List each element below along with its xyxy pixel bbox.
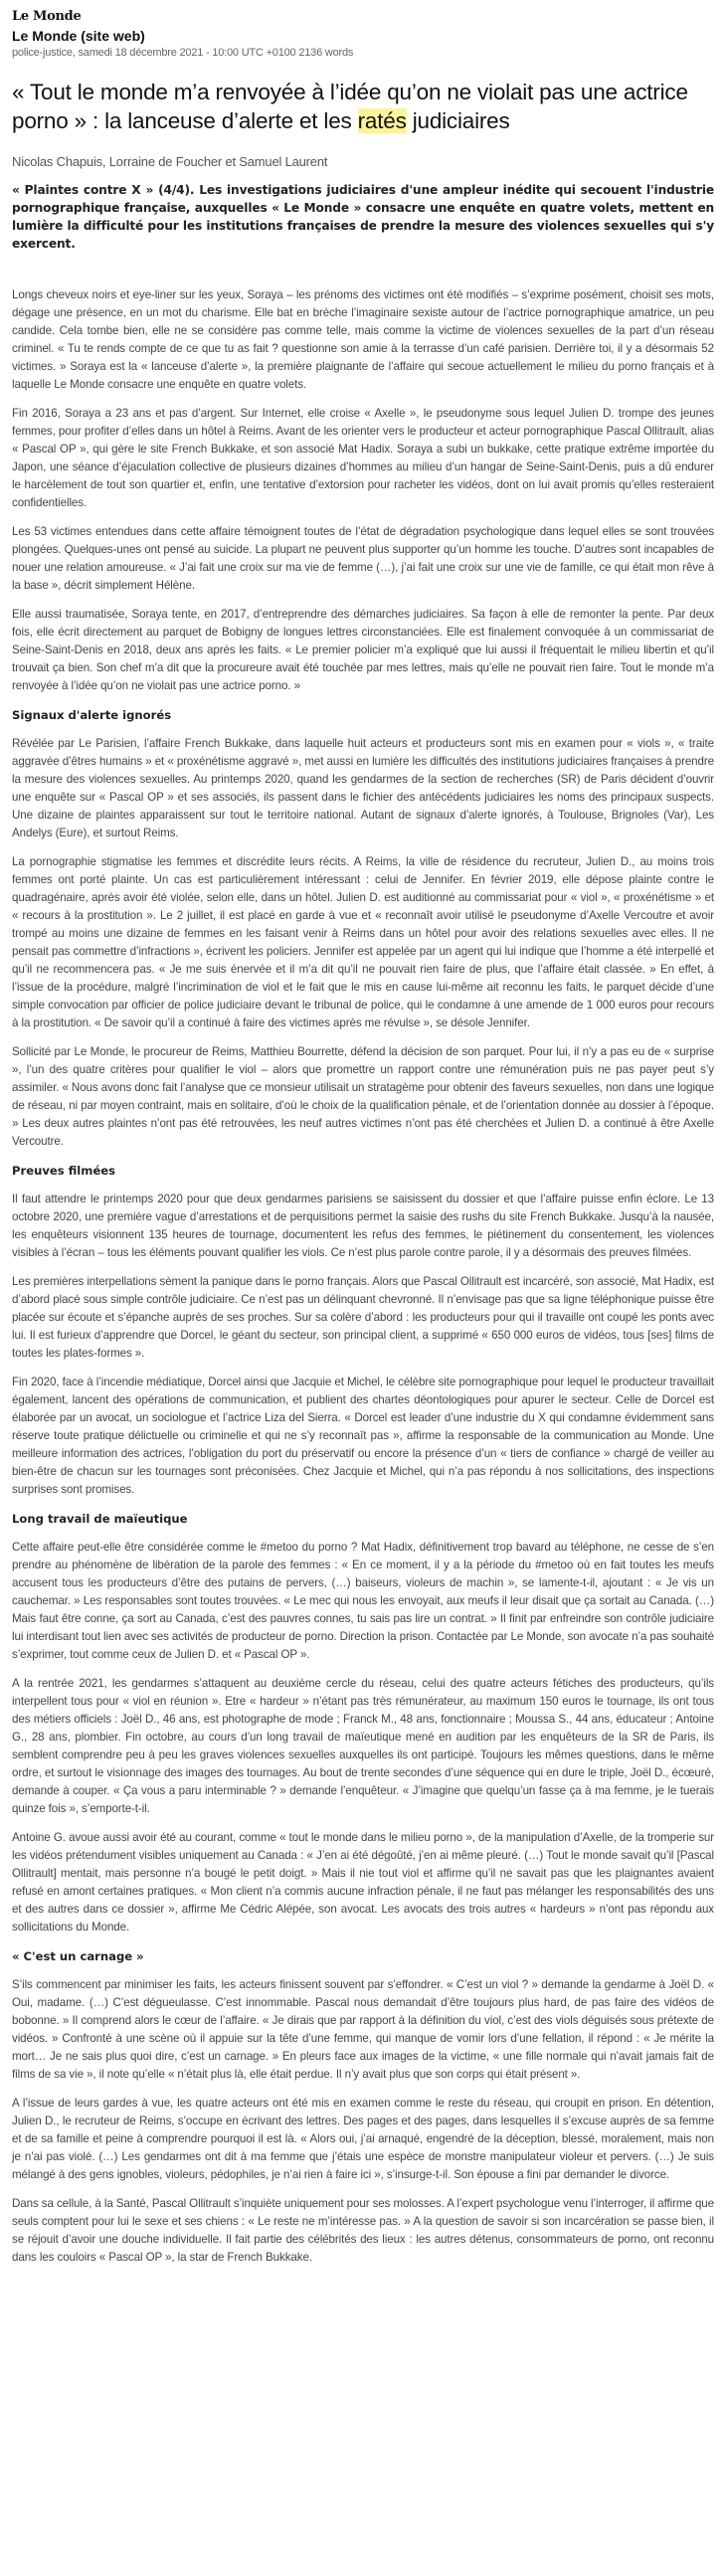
body-paragraph: S’ils commencent par minimiser les faits, les acteurs finissent souvent par s’effondrer. « C’est un viol ? » demande la gendarme à Joël D. « Oui, madame. (…) C’est dégueulasse. C’est innommable. Pascal nous demandait d’être toujours plus hard, de pas faire des vidéos de bobonne. » Il comprend alors le cœur de l’affaire. « Je dirais que par rapport à la définition du viol, c’est des viols déguisés sous prétexte de vidéos. » Confronté à une scène où il appuie sur la tête d’une femme, qui manque de vomir lors d’une fellation, il répond : « Je mérite la mort… Je ne sais plus quoi dire, c’est un carnage. » En pleurs face aux images de la victime, « une fille normale qui n’avait jamais fait de films de sa vie », il note qu’elle « n’était plus là, elle était perdue. Il n’y avait plus que son corps qui était présent ». (12, 1978, 714, 2081)
body-paragraph: Elle aussi traumatisée, Soraya tente, en 2017, d’entreprendre des démarches judiciaires. Sa façon à elle de remonter la pente. Par deux fois, elle écrit directement au parquet de Bobigny de longues lettres circonstanciées. Elle est finalement convoquée à un commissariat de Seine-Saint-Denis en 2018, deux ans après les faits. « Le premier policier m’a expliqué que lui aussi il fréquentait le milieu libertin et qu’il trouvait ça bien. Son chef m’a dit que la procureure avait été touchée par mes lettres, mais qu’elle ne pouvait rien faire. Tout le monde m’a renvoyée à l’idée qu’on ne violait pas une actrice porno. » (12, 608, 714, 692)
article-title (12, 78, 714, 135)
source-name: Le Monde (site web) (12, 28, 145, 44)
section-heading: Long travail de maïeutique (12, 1512, 188, 1526)
body-paragraph: Fin 2020, face à l’incendie médiatique, Dorcel ainsi que Jacquie et Michel, le célèbre site pornographique pour lequel le producteur travaillait également, lancent des opérations de communication, et publient des chartes déontologiques pour apurer le secteur. Celle de Dorcel est élaborée par un avocat, un sociologue et l’actrice Liza del Sierra. « Dorcel est leader d’une industrie du X qui condamne évidemment sans réserve toute pratique délictuelle ou criminelle et qui ne s’y reconnaît pas », affirme la responsable de la communication au Monde. Une meilleure information des actrices, l’obligation du port du préservatif ou encore la présence d’un « tiers de confiance » chargé de veiller au bien-être de chacun sur les tournages sont préconisées. Chez Jacquie et Michel, qui n’a pas répondu à nos sollicitations, des inspections surprises sont promises. (12, 1376, 714, 1496)
body-paragraph: Fin 2016, Soraya a 23 ans et pas d’argent. Sur Internet, elle croise « Axelle », le pseudonyme sous lequel Julien D. trompe des jeunes femmes, pour profiter d’elles dans un hôtel à Reims. Avant de les orienter vers le producteur et acteur pornographique Pascal Ollitrault, alias « Pascal OP », qui gère le site French Bukkake, et son associé Mat Hadix. Soraya a subi un bukkake, cette pratique extrême importée du Japon, une séance d’éjaculation collective de plusieurs dizaines d’hommes au milieu d’un hangar de Seine-Saint-Denis, puis a dû endurer le harcèlement de tout son quartier et, enfin, une tentative d’extorsion pour racheter les vidéos, dont on lui avait promis qu’elles resteraient confidentielles. (12, 407, 714, 509)
body-paragraph: Les premières interpellations sèment la panique dans le porno français. Alors que Pascal Ollitrault est incarcéré, son associé, Mat Hadix, est d’abord placé sous simple contrôle judiciaire. Ce n’est pas un délinquant chevronné. Il n’envisage pas que sa ligne téléphonique puisse être placée sur écoute et s’épanche auprès de ses proches. Sur sa colère d’abord : les producteurs pour qui il travaille ont coupé les ponts avec lui. Il est furieux d’apprendre que Dorcel, le géant du secteur, son principal client, a supprimé « 650 000 euros de vidéos, tous [ses] films de toutes les plates-formes ». (12, 1275, 714, 1360)
title-text: « Tout le monde m’a renvoyée à l’idée qu’on ne violait pas une actrice porno » : la lanceuse d’alerte et les (12, 80, 688, 133)
body-paragraph: Dans sa cellule, à la Santé, Pascal Ollitrault s’inquiète uniquement pour ses molosses. A l’expert psychologue venu l’interroger, il affirme que seuls comptent pour lui le sexe et ses chiens : « Le reste ne m’intéresse pas. » A la question de savoir si son incarcération se passe bien, il se réjouit d’avoir une douche individuelle. Il fait partie des célébrités des lieux : les autres détenus, consommateurs de porno, ont reconnu dans les couloirs « Pascal OP », la star de French Bukkake. (12, 2197, 714, 2264)
title-text-end: judiciaires (406, 108, 510, 133)
article-lead: « Plaintes contre X » (4/4). Les investigations judiciaires d'une ampleur inédite qui secouent l'industrie pornographique française, auxquelles « Le Monde » consacre une enquête en quatre volets, mettent en lumière la difficulté pour les institutions françaises de prendre la mesure des violences sexuelles qui s'y exercent. (12, 183, 714, 251)
section-heading: « C'est un carnage » (12, 1949, 144, 1963)
body-paragraph: Les 53 victimes entendues dans cette affaire témoignent toutes de l’état de dégradation psychologique dans lequel elles se sont trouvées plongées. Quelques-unes ont pensé au suicide. La plupart ne peuvent plus supporter qu’un homme les touche. D’autres sont incapables de nouer une relation amoureuse. « J’ai fait une croix sur ma vie de femme (…), j’ai fait une croix sur une vie de famille, ce qui était mon rêve à la base », décrit simplement Hélène. (12, 525, 714, 592)
body-paragraph: A l’issue de leurs gardes à vue, les quatre acteurs ont été mis en examen comme le reste du réseau, qui croupit en prison. En détention, Julien D., le recruteur de Reims, s’occupe en écrivant des lettres. Des pages et des pages, dans lesquelles il s’excuse auprès de sa femme et de sa famille et peine à comprendre pourquoi il est là. « Alors oui, j’ai arnaqué, engendré de la déception, blessé, moralement, mais non je n’ai pas violé. (…) Les gendarmes ont dit à ma femme que j’étais une espèce de monstre manipulateur violeur et pervers. (…) Je suis mélangé à des gens ignobles, violeurs, pédophiles, je n’ai rien à faire ici », s’insurge-t-il. Son épouse a fini par demander le divorce. (12, 2097, 714, 2181)
body-paragraph: A la rentrée 2021, les gendarmes s’attaquent au deuxième cercle du réseau, celui des quatre acteurs fétiches des producteurs, qu’ils interpellent tous pour « viol en réunion ». Etre « hardeur » n’étant pas très rémunérateur, au maximum 150 euros le tournage, ils ont tous des métiers officiels : Joël D., 46 ans, est photographe de mode ; Franck M., 48 ans, fonctionnaire ; Moussa S., 44 ans, éducateur ; Antoine G., 28 ans, plombier. Fin octobre, au cours d’un long travail de maïeutique mené en audition par les enquêteurs de la SR de Paris, ils semblent comprendre peu à peu les graves violences sexuelles auxquelles ils ont participé. Toujours les mêmes questions, dans le même ordre, et surtout le visionnage des images des tournages. Au bout de trente secondes d’une séquence qui en dure le triple, Joël D., écœuré, demande à couper. « Ça vous a paru interminable ? » demande l’enquêteur. « J’imagine que quelqu’un fasse ça à ma femme, je le tuerais quinze fois », s’emporte-t-il. (12, 1677, 714, 1815)
body-paragraph: Il faut attendre le printemps 2020 pour que deux gendarmes parisiens se saisissent du dossier et que l’affaire puisse enfin éclore. Le 13 octobre 2020, une première vague d’arrestations et de perquisitions permet la saisie des rushs du site French Bukkake. Jusqu’à la nausée, les enquêteurs visionnent 135 heures de tournage, documentent les refus des femmes, le piétinement du consentement, les violences visibles à l’écran – tous les éléments pouvant qualifier les viols. Ce n’est plus parole contre parole, il y a désormais des preuves filmées. (12, 1193, 714, 1259)
article-meta: police-justice, samedi 18 décembre 2021 - 10:00 UTC +0100 2136 words (12, 47, 354, 59)
body-paragraph: Révélée par Le Parisien, l’affaire French Bukkake, dans laquelle huit acteurs et producteurs sont mis en examen pour « viols », « traite aggravée d’êtres humains » et « proxénétisme aggravé », met aussi en lumière les difficultés des institutions judiciaires françaises à prendre la mesure des violences sexuelles. Au printemps 2020, quand les gendarmes de la section de recherches (SR) de Paris décident d’ouvrir une enquête sur « Pascal OP » et ses associés, ils passent dans le fichier des antécédents judiciaires les noms des principaux suspects. Une dizaine de plaintes apparaissent sur tout le territoire national. Autant de signaux d’alerte ignorés, à Toulouse, Brignoles (Var), Les Andelys (Eure), et surtout Reims. (12, 737, 714, 839)
search-highlight: ratés (357, 108, 407, 133)
body-paragraph: La pornographie stigmatise les femmes et discrédite leurs récits. A Reims, la ville de résidence du recruteur, Julien D., au moins trois femmes ont porté plainte. Un cas est particulièrement intéressant : celui de Jennifer. En février 2019, elle dépose plainte contre le quadragénaire, après avoir été violée, selon elle, dans un hôtel. Julien D. est auditionné au commissariat pour « viol », « proxénétisme » et « recours à la prostitution ». Le 2 juillet, il est placé en garde à vue et « reconnaît avoir utilisé le pseudonyme d’Axelle Vercoutre et avoir trompé au moins une dizaine de femmes en les faisant venir à Reims dans un hôtel pour avoir des relations sexuelles avec elles. Il ne pensait pas commettre d’infractions », écrivent les policiers. Jennifer est appelée par un agent qui lui indique que l’homme a été interpellé et qu’il ne recommencera pas. « Je me suis énervée et il m’a dit qu’il ne pouvait rien faire de plus, que l’affaire était classée. » En effet, à l’issue de la procédure, malgré l’incrimination de viol et le fait que le mis en cause lui-même ait reconnu les faits, le parquet décide d’une simple convocation par officier de police judiciaire devant le tribunal de police, qui le condamne à une amende de 1 000 euros pour recours à la prostitution. « De savoir qu’il a continué à faire des victimes après me révulse », se désole Jennifer. (12, 855, 714, 1029)
section-heading: Preuves filmées (12, 1164, 115, 1178)
body-paragraph: Cette affaire peut-elle être considérée comme le #metoo du porno ? Mat Hadix, définitivement trop bavard au téléphone, ne cesse de s’en prendre au phénomène de libération de la parole des femmes : « En ce moment, il y a la période du #metoo où en fait toutes les meufs accusent tous les producteurs d’être des putains de pervers, (…) baiseurs, violeurs de machin », se lamente-t-il, ajoutant : « Je vis un cauchemar. » Les responsables sont toutes trouvées. « Le mec qui nous les envoyait, aux meufs il leur disait que ça sortait au Canada. (…) Mais faut être conne, ça sort au Canada, c’est des pauvres connes, tu sais pas lire un contrat. » Il finit par enfreindre son contrôle judiciaire lui interdisant tout lien avec ses activités de producteur de porno. Direction la prison. Contactée par Le Monde, son avocate n’a pas souhaité s’exprimer, tout comme ceux de Julien D. et « Pascal OP ». (12, 1541, 714, 1661)
article-authors: Nicolas Chapuis, Lorraine de Foucher et Samuel Laurent (12, 154, 328, 169)
le-monde-logo: Le Monde (12, 9, 82, 24)
section-heading: Signaux d'alerte ignorés (12, 708, 172, 722)
body-paragraph: Sollicité par Le Monde, le procureur de Reims, Matthieu Bourrette, défend la décision de son parquet. Pour lui, il n’y a pas eu de « surprise », l’un des quatre critères pour qualifier le viol – alors que promettre un rapport contre une rémunération puis ne pas payer peut s’y assimiler. « Nous avons donc fait l’analyse que ce monsieur utilisait un stratagème pour obtenir des faveurs sexuelles, non dans une logique de réseau, ni par moyen contraint, mais en solitaire, d’où le choix de la qualification pénale, et de l’orientation donnée au dossier à l’époque. » Les deux autres plaintes n’ont pas été retrouvées, les neuf autres victimes n’ont pas été cherchées et Julien D. a continué à être Axelle Vercoutre. (12, 1045, 714, 1148)
article-body (12, 286, 714, 2267)
body-paragraph: Antoine G. avoue aussi avoir été au courant, comme « tout le monde dans le milieu porno », de la manipulation d’Axelle, de la tromperie sur les vidéos prétendument visibles uniquement au Canada : « J’en ai été dégoûté, j’en ai même pleuré. (…) Tout le monde savait qu’il [Pascal Ollitrault] mentait, mais personne n’a bougé le petit doigt. » Mais il nie tout viol et affirme qu’il ne savait pas que les plaignantes avaient refusé en amont certaines pratiques. « Mon client n’a commis aucune infraction pénale, il ne faut pas mélanger les responsabilités des uns et des autres dans ce dossier », affirme Me Cédric Alépée, son avocat. Les avocats des trois autres « hardeurs » n’ont pas répondu aux sollicitations du Monde. (12, 1831, 714, 1933)
body-paragraph: Longs cheveux noirs et eye-liner sur les yeux, Soraya – les prénoms des victimes ont été modifiés – s’exprime posément, choisit ses mots, dégage une présence, en un mot du charisme. Elle bat en brèche l’imaginaire sexiste autour de l’actrice pornographique amatrice, un peu candide. Cela tombe bien, elle ne se considère pas comme telle, mais comme la victime de violences sexuelles de la part d’un réseau criminel. « Tu te rends compte de ce que tu as fait ? questionne son amie à la terrasse d’un café parisien. Derrière toi, il y a désormais 52 victimes. » Soraya est la « lanceuse d’alerte », la première plaignante de l’affaire qui secoue actuellement le milieu du porno français et à laquelle Le Monde consacre une enquête en quatre volets. (12, 288, 714, 391)
